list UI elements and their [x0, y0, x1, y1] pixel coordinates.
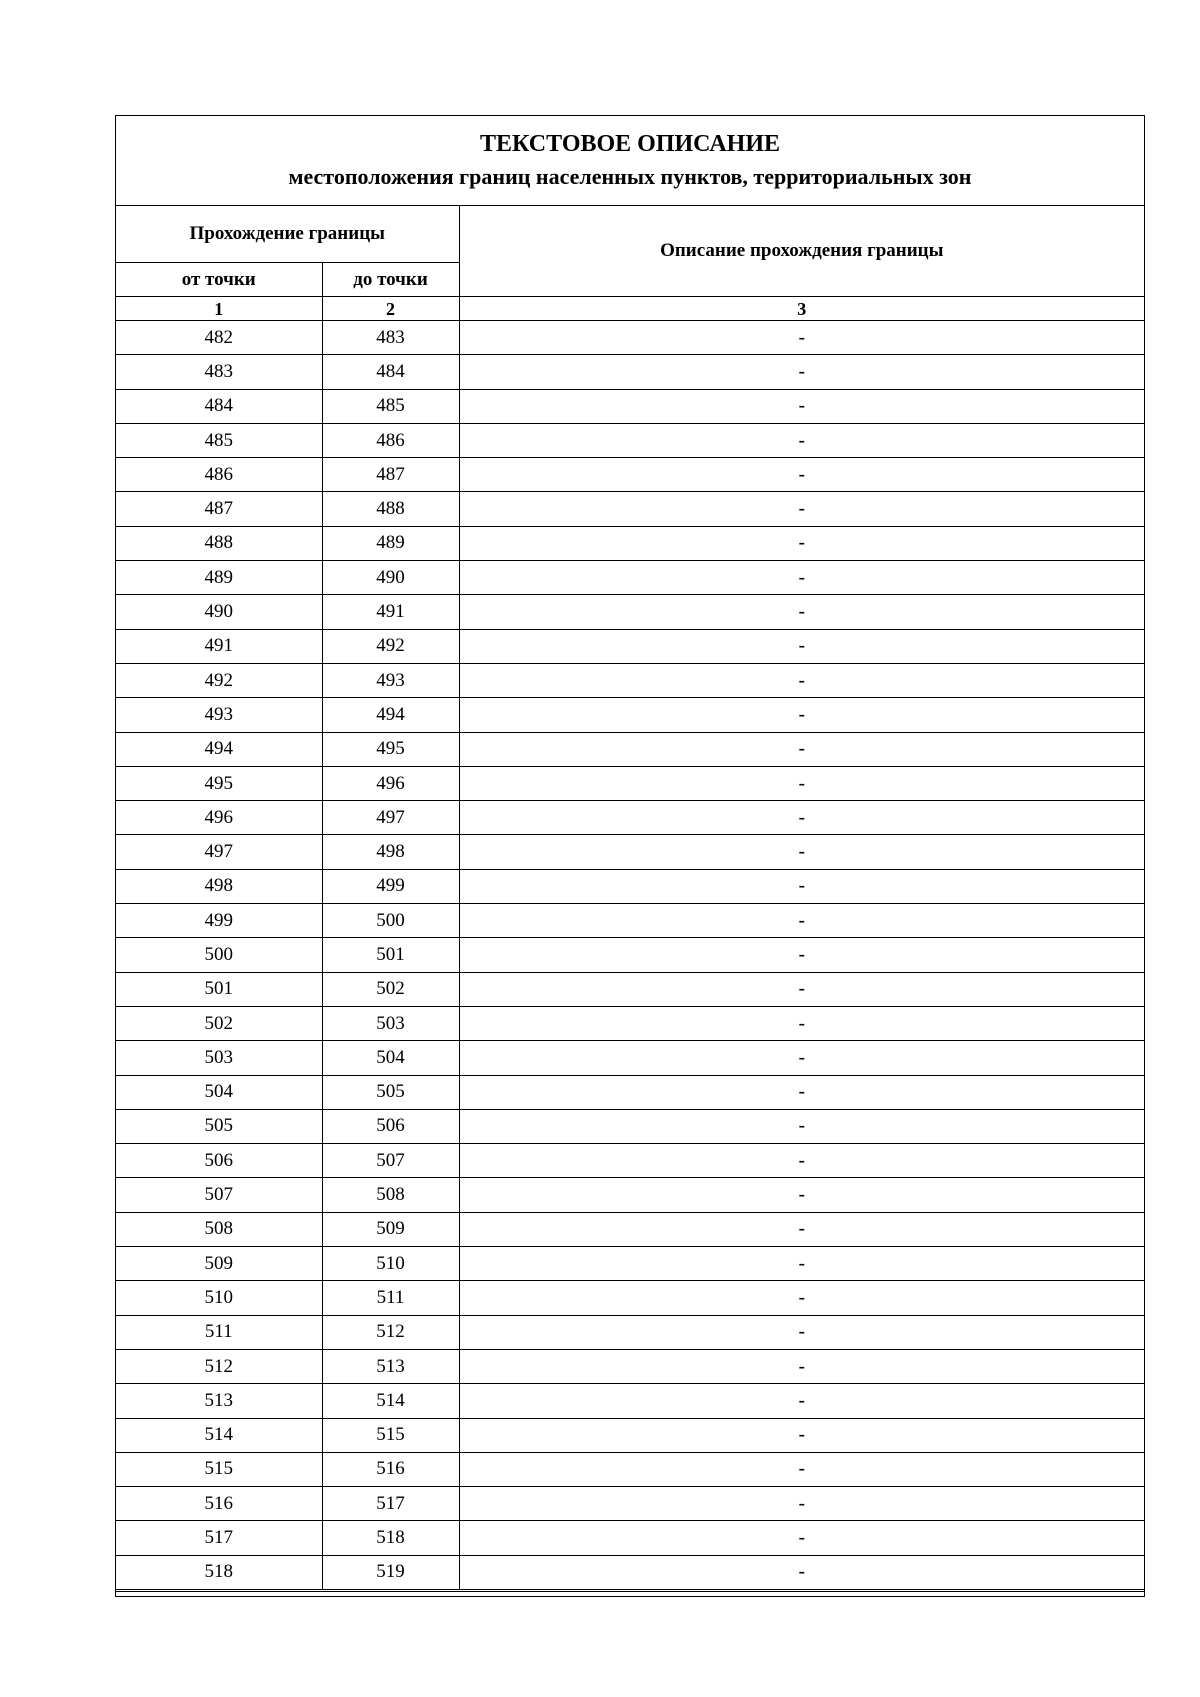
cell-to-point: 514 — [322, 1384, 459, 1418]
cell-to-point: 510 — [322, 1247, 459, 1281]
table-row — [116, 1452, 1144, 1486]
cell-from-point: 508 — [116, 1212, 322, 1246]
cell-to-point: 512 — [322, 1315, 459, 1349]
cell-description: - — [459, 1212, 1144, 1246]
table-body — [116, 321, 1144, 1590]
cell-to-point: 518 — [322, 1521, 459, 1555]
table-row — [116, 389, 1144, 423]
cell-description: - — [459, 1109, 1144, 1143]
cell-description: - — [459, 1247, 1144, 1281]
cell-from-point: 494 — [116, 732, 322, 766]
cell-from-point: 482 — [116, 321, 322, 355]
cell-description: - — [459, 561, 1144, 595]
cell-description: - — [459, 1144, 1144, 1178]
table-row — [116, 526, 1144, 560]
cell-from-point: 498 — [116, 869, 322, 903]
cell-to-point: 515 — [322, 1418, 459, 1452]
cell-to-point: 483 — [322, 321, 459, 355]
cell-to-point: 491 — [322, 595, 459, 629]
cell-from-point: 487 — [116, 492, 322, 526]
table-row — [116, 1418, 1144, 1452]
table-bottom-double-line — [116, 1591, 1144, 1592]
table-row — [116, 1144, 1144, 1178]
cell-description: - — [459, 869, 1144, 903]
cell-description: - — [459, 492, 1144, 526]
table-row — [116, 766, 1144, 800]
cell-from-point: 512 — [116, 1349, 322, 1383]
header-col-number-3: 3 — [459, 297, 1144, 321]
table-row — [116, 972, 1144, 1006]
cell-to-point: 498 — [322, 835, 459, 869]
cell-from-point: 503 — [116, 1041, 322, 1075]
cell-to-point: 505 — [322, 1075, 459, 1109]
cell-description: - — [459, 1006, 1144, 1040]
document-title: ТЕКСТОВОЕ ОПИСАНИЕ — [479, 131, 780, 157]
cell-from-point: 513 — [116, 1384, 322, 1418]
cell-to-point: 504 — [322, 1041, 459, 1075]
cell-to-point: 484 — [322, 355, 459, 389]
cell-from-point: 497 — [116, 835, 322, 869]
cell-to-point: 500 — [322, 904, 459, 938]
cell-description: - — [459, 698, 1144, 732]
table-row — [116, 355, 1144, 389]
cell-to-point: 493 — [322, 663, 459, 697]
cell-description: - — [459, 835, 1144, 869]
table-row — [116, 904, 1144, 938]
header-col-number-1: 1 — [116, 297, 322, 321]
cell-description: - — [459, 423, 1144, 457]
table-row — [116, 1384, 1144, 1418]
cell-from-point: 490 — [116, 595, 322, 629]
cell-from-point: 515 — [116, 1452, 322, 1486]
cell-from-point: 514 — [116, 1418, 322, 1452]
cell-description: - — [459, 389, 1144, 423]
cell-description: - — [459, 663, 1144, 697]
boundary-table — [116, 206, 1144, 1590]
cell-from-point: 518 — [116, 1555, 322, 1589]
cell-to-point: 486 — [322, 423, 459, 457]
table-row — [116, 1075, 1144, 1109]
header-to-point: до точки — [322, 263, 459, 297]
table-row — [116, 561, 1144, 595]
cell-description: - — [459, 732, 1144, 766]
cell-from-point: 502 — [116, 1006, 322, 1040]
table-row — [116, 629, 1144, 663]
table-row — [116, 1109, 1144, 1143]
table-row — [116, 698, 1144, 732]
cell-to-point: 517 — [322, 1487, 459, 1521]
cell-to-point: 489 — [322, 526, 459, 560]
cell-description: - — [459, 1178, 1144, 1212]
table-row — [116, 801, 1144, 835]
cell-to-point: 509 — [322, 1212, 459, 1246]
cell-to-point: 503 — [322, 1006, 459, 1040]
cell-to-point: 519 — [322, 1555, 459, 1589]
cell-to-point: 490 — [322, 561, 459, 595]
cell-to-point: 507 — [322, 1144, 459, 1178]
table-row — [116, 835, 1144, 869]
cell-description: - — [459, 1041, 1144, 1075]
table-row — [116, 1555, 1144, 1589]
cell-description: - — [459, 1452, 1144, 1486]
cell-description: - — [459, 1075, 1144, 1109]
cell-to-point: 511 — [322, 1281, 459, 1315]
cell-to-point: 492 — [322, 629, 459, 663]
table-row — [116, 595, 1144, 629]
cell-to-point: 488 — [322, 492, 459, 526]
cell-from-point: 516 — [116, 1487, 322, 1521]
table-row — [116, 732, 1144, 766]
cell-from-point: 517 — [116, 1521, 322, 1555]
cell-from-point: 510 — [116, 1281, 322, 1315]
table-row — [116, 1315, 1144, 1349]
cell-to-point: 497 — [322, 801, 459, 835]
header-from-point: от точки — [116, 263, 322, 297]
cell-description: - — [459, 458, 1144, 492]
cell-to-point: 487 — [322, 458, 459, 492]
cell-description: - — [459, 595, 1144, 629]
cell-from-point: 509 — [116, 1247, 322, 1281]
cell-from-point: 491 — [116, 629, 322, 663]
table-row — [116, 869, 1144, 903]
cell-from-point: 489 — [116, 561, 322, 595]
table-row — [116, 458, 1144, 492]
cell-description: - — [459, 938, 1144, 972]
cell-description: - — [459, 1315, 1144, 1349]
cell-from-point: 485 — [116, 423, 322, 457]
table-row — [116, 1349, 1144, 1383]
cell-from-point: 493 — [116, 698, 322, 732]
title-block — [116, 116, 1144, 206]
cell-to-point: 496 — [322, 766, 459, 800]
cell-from-point: 511 — [116, 1315, 322, 1349]
cell-from-point: 500 — [116, 938, 322, 972]
cell-to-point: 485 — [322, 389, 459, 423]
table-row — [116, 663, 1144, 697]
cell-from-point: 499 — [116, 904, 322, 938]
cell-description: - — [459, 355, 1144, 389]
cell-description: - — [459, 1281, 1144, 1315]
cell-description: - — [459, 766, 1144, 800]
cell-description: - — [459, 1555, 1144, 1589]
cell-description: - — [459, 1521, 1144, 1555]
cell-description: - — [459, 972, 1144, 1006]
table-row — [116, 321, 1144, 355]
cell-description: - — [459, 1487, 1144, 1521]
header-boundary-passage: Прохождение границы — [116, 206, 459, 263]
table-row — [116, 1281, 1144, 1315]
table-row — [116, 1487, 1144, 1521]
cell-from-point: 488 — [116, 526, 322, 560]
table-row — [116, 1006, 1144, 1040]
table-row — [116, 1178, 1144, 1212]
cell-description: - — [459, 1418, 1144, 1452]
cell-from-point: 495 — [116, 766, 322, 800]
cell-description: - — [459, 629, 1144, 663]
cell-from-point: 483 — [116, 355, 322, 389]
cell-description: - — [459, 904, 1144, 938]
table-row — [116, 1212, 1144, 1246]
header-description: Описание прохождения границы — [459, 206, 1144, 297]
table-row — [116, 938, 1144, 972]
cell-description: - — [459, 1384, 1144, 1418]
cell-from-point: 504 — [116, 1075, 322, 1109]
table-row — [116, 1521, 1144, 1555]
cell-from-point: 496 — [116, 801, 322, 835]
cell-description: - — [459, 1349, 1144, 1383]
table-row — [116, 492, 1144, 526]
document-frame — [115, 115, 1145, 1597]
cell-description: - — [459, 526, 1144, 560]
cell-description: - — [459, 801, 1144, 835]
cell-to-point: 494 — [322, 698, 459, 732]
cell-from-point: 501 — [116, 972, 322, 1006]
cell-to-point: 499 — [322, 869, 459, 903]
document-subtitle: местоположения границ населенных пунктов, территориальных зон — [288, 164, 972, 189]
cell-to-point: 513 — [322, 1349, 459, 1383]
cell-from-point: 507 — [116, 1178, 322, 1212]
cell-to-point: 501 — [322, 938, 459, 972]
cell-to-point: 495 — [322, 732, 459, 766]
cell-from-point: 484 — [116, 389, 322, 423]
cell-from-point: 492 — [116, 663, 322, 697]
cell-from-point: 505 — [116, 1109, 322, 1143]
header-col-number-2: 2 — [322, 297, 459, 321]
cell-to-point: 502 — [322, 972, 459, 1006]
cell-to-point: 508 — [322, 1178, 459, 1212]
cell-to-point: 506 — [322, 1109, 459, 1143]
cell-from-point: 486 — [116, 458, 322, 492]
cell-to-point: 516 — [322, 1452, 459, 1486]
cell-from-point: 506 — [116, 1144, 322, 1178]
cell-description: - — [459, 321, 1144, 355]
table-row — [116, 1247, 1144, 1281]
table-row — [116, 423, 1144, 457]
table-row — [116, 1041, 1144, 1075]
